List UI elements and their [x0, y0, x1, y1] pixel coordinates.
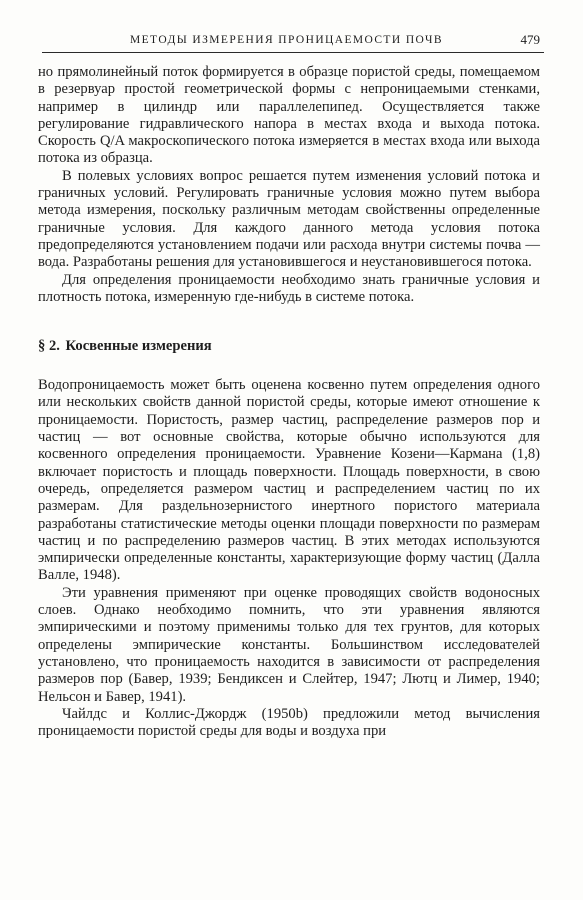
running-title: МЕТОДЫ ИЗМЕРЕНИЯ ПРОНИЦАЕМОСТИ ПОЧВ: [130, 34, 443, 46]
body-text: [38, 64, 540, 740]
paragraph-childs-collis-george: Чайлдс и Коллис-Джордж (1950b) предложили метод вычисления проницаемости пористой среды для воды и воздуха при: [38, 705, 540, 740]
paragraph-field-conditions: В полевых условиях вопрос решается путем изменения условий потока и граничных условий. Регулировать граничные условия можно путем выбора метода измерения, поскольку различным методам свойственны определенные граничные условия. Для каждого данного метода условия потока предопределяются установлением подачи или расхода внутри системы почва — вода. Разработаны решения для установившегося и неустановившегося потока.: [38, 167, 540, 271]
paragraph-boundary-conditions: Для определения проницаемости необходимо знать граничные условия и плотность потока, измеренную где-нибудь в системе потока.: [38, 271, 540, 305]
section-number: § 2.: [38, 338, 60, 355]
running-header: [42, 30, 544, 53]
paragraph-indirect-estimation: Водопроницаемость может быть оценена косвенно путем определения одного или нескольких свойств данной пористой среды, которые имеют отношение к проницаемости. Пористость, размер частиц, распределение размеров пор и частиц — вот основные свойства, которые обычно используются для косвенного определения проницаемости. Уравнение Козени—Кармана (1,8) включает пористость и площадь поверхности. Площадь поверхности, в свою очередь, определяется размером частиц и распределением частиц по их размерам. Для раздельнозернистого инертного пористого материала разработаны статистические методы оценки площади поверхности по размерам частиц и по распределению размеров частиц. В этих методах используются эмпирически определенные константы, характеризующие форму частиц (Далла Валле, 1948).: [38, 377, 540, 584]
section-heading: [38, 338, 540, 355]
paragraph-empirical-equations: Эти уравнения применяют при оценке проводящих свойств водоносных слоев. Однако необходимо помнить, что эти уравнения являются эмпирическими и поэтому применимы только для тех грунтов, для которых определены эмпирические константы. Большинством исследователей установлено, что проницаемость находится в зависимости от распределения размеров пор (Бавер, 1939; Бендиксен и Слейтер, 1947; Лютц и Лимер, 1940; Нельсон и Бавер, 1941).: [38, 584, 540, 705]
page-number: 479: [520, 32, 540, 47]
paragraph-continuation: но прямолинейный поток формируется в образце пористой среды, помещаемом в резервуар простой геометрической формы с непроницаемыми стенками, например в цилиндр или параллелепипед. Осуществляется также регулирование гидравлического напора в местах входа и выхода потока. Скорость Q/A макроскопического потока измеряется в местах входа или выхода потока из образца.: [38, 64, 540, 167]
section-title: Косвенные измерения: [65, 338, 212, 355]
